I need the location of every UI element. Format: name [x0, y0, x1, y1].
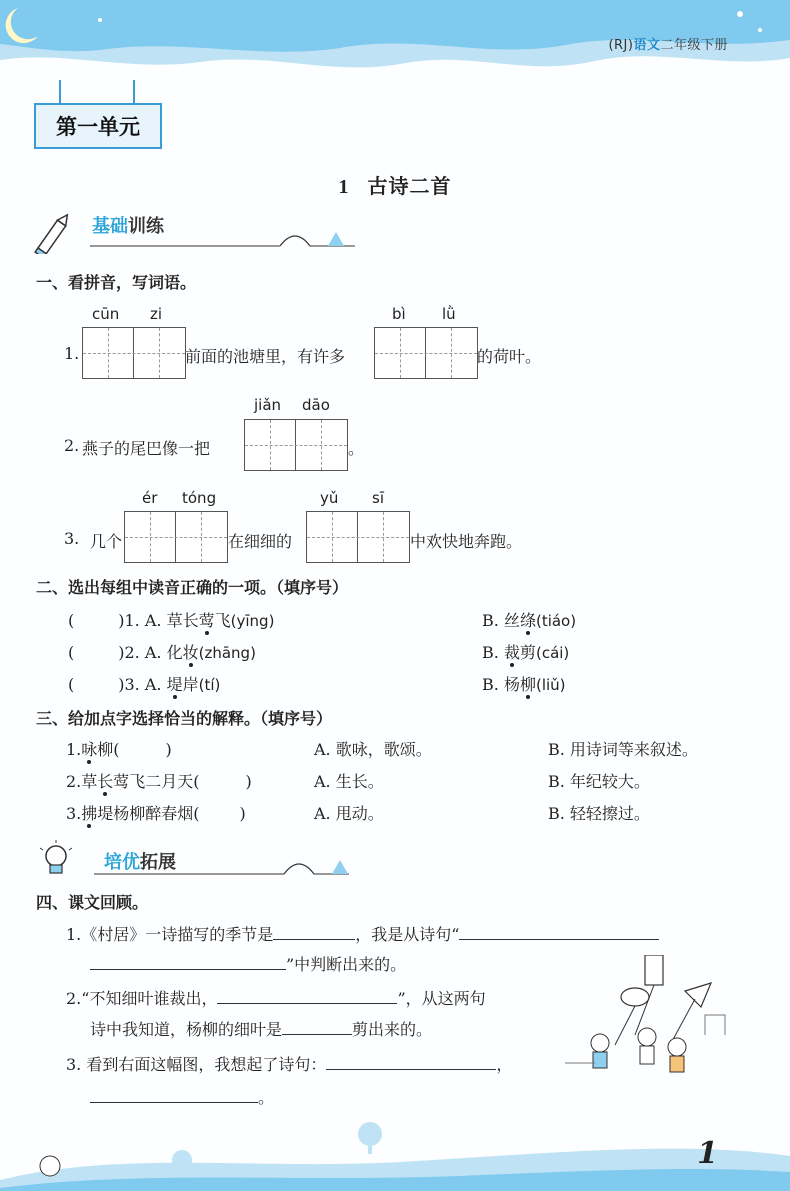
q1-heading: 一、看拼音，写词语。 — [36, 273, 197, 292]
q2-row — [68, 672, 220, 695]
q4-2-text-d: 剪出来的。 — [352, 1020, 433, 1039]
section-banner-extend — [34, 838, 364, 872]
q2-heading: 二、选出每组中读音正确的一项。（填序号） — [36, 578, 349, 597]
q3-2-pre: 草 — [81, 772, 98, 791]
q2-3-open-paren: ( — [68, 675, 75, 694]
section-basic-highlight: 基础 — [92, 216, 128, 237]
q2-1-answer-blank[interactable] — [74, 610, 118, 626]
q2-2-num: 2. — [124, 643, 140, 662]
kids-flying-kites-illustration — [565, 955, 740, 1080]
q4-3-poem-blank-a[interactable] — [326, 1053, 496, 1070]
q3-1-num: 1. — [66, 740, 82, 759]
q3-3-stem — [66, 801, 246, 824]
q3-1-stem — [66, 737, 172, 760]
pencil-icon — [30, 208, 360, 254]
q1-2-num: 2. — [64, 436, 80, 455]
q1-3-end-text: 中欢快地奔跑。 — [410, 532, 523, 551]
unit-title: 第一单元 — [34, 103, 162, 149]
footer-decoration — [0, 1110, 790, 1191]
q2-1-option-b — [482, 608, 576, 631]
q2-1-a-pre: 草长 — [166, 611, 199, 630]
q2-1-a-label: A. — [144, 611, 162, 630]
q3-3-stem-text: 堤杨柳醉春烟( — [97, 804, 200, 823]
q3-heading: 三、给加点字选择恰当的解释。（填序号） — [36, 709, 333, 728]
q3-2-answer-blank[interactable] — [200, 771, 246, 787]
q1-1-pinyin-3: bì — [392, 305, 406, 323]
edition-label: (RJ) — [608, 38, 634, 53]
q1-2-pinyin-2: dāo — [302, 396, 330, 414]
q2-2-open-paren: ( — [68, 643, 75, 662]
q2-2-b-dotted-char: 裁 — [503, 643, 520, 662]
q1-1-pinyin-2: zi — [150, 305, 163, 323]
q2-1-a-dotted-char: 莺 — [198, 611, 215, 630]
q1-1-end-text: 的荷叶。 — [477, 347, 542, 366]
q3-3-close-paren: ) — [239, 804, 246, 823]
q4-2-text-a: 2.“不知细叶谁裁出， — [66, 989, 218, 1008]
q4-1-poem-blank-a[interactable] — [459, 923, 659, 940]
q2-1-a-post: 飞 — [214, 611, 231, 630]
q3-3-num: 3. — [66, 804, 82, 823]
q3-1-dotted-char: 咏 — [81, 740, 98, 759]
q3-2-option-b: B. 年纪较大。 — [548, 772, 650, 791]
q1-1-pinyin-4: lǜ — [442, 305, 456, 323]
q1-3-pinyin-3: yǔ — [320, 489, 339, 507]
q1-3-answer-grid-1[interactable] — [124, 511, 228, 563]
q2-2-a-pinyin: (zhāng) — [198, 644, 256, 662]
q2-3-a-dotted-char: 堤 — [166, 675, 183, 694]
q2-3-a-post: 岸 — [182, 675, 199, 694]
q2-3-b-pinyin: (liǔ) — [535, 676, 566, 694]
section-extend-highlight: 培优 — [104, 852, 140, 873]
q1-1-mid-text: 前面的池塘里，有许多 — [185, 347, 346, 366]
q2-3-b-pre: 杨 — [503, 675, 520, 694]
lesson-number: 1 — [338, 176, 350, 198]
q4-3-text-a: 3. 看到右面这幅图，我想起了诗句： — [66, 1055, 327, 1074]
q2-1-close-paren: ) — [118, 611, 125, 630]
q4-1-line1 — [66, 922, 659, 945]
q2-row — [68, 608, 274, 631]
q4-2-line2 — [90, 1017, 432, 1040]
lesson-name: 古诗二首 — [367, 174, 452, 198]
q3-2-dotted-char: 长 — [97, 772, 114, 791]
q3-3-option-a: A. 甩动。 — [314, 804, 384, 823]
q2-1-b-dotted-char: 绦 — [519, 611, 536, 630]
q2-2-b-pinyin: (cái) — [535, 644, 570, 662]
q3-2-stem-text: 莺飞二月天( — [113, 772, 200, 791]
q3-2-option-a: A. 生长。 — [314, 772, 384, 791]
q3-2-stem — [66, 769, 252, 792]
q2-1-b-label: B. — [482, 611, 499, 630]
q4-3-text-c: 。 — [258, 1088, 275, 1107]
q2-3-a-label: A. — [144, 675, 162, 694]
q1-2-end-text: 。 — [348, 439, 365, 458]
q4-1-season-blank[interactable] — [273, 923, 355, 940]
q4-3-line2 — [90, 1085, 274, 1108]
q4-1-text-a: 1.《村居》一诗描写的季节是 — [66, 925, 274, 944]
q2-1-b-pinyin: (tiáo) — [535, 612, 577, 630]
lightbulb-icon — [34, 838, 364, 884]
q1-1-answer-grid-1[interactable] — [82, 327, 186, 379]
q2-2-b-post: 剪 — [519, 643, 536, 662]
page-number: 1 — [697, 1136, 718, 1171]
q1-3-pinyin-4: sī — [372, 489, 384, 507]
q3-2-close-paren: ) — [245, 772, 252, 791]
q3-1-option-a: A. 歌咏，歌颂。 — [314, 740, 432, 759]
q3-1-answer-blank[interactable] — [120, 739, 166, 755]
q4-1-text-b: ，我是从诗句“ — [355, 925, 460, 944]
section-banner-basic — [30, 208, 360, 242]
q3-3-dotted-char: 拂 — [81, 804, 98, 823]
q1-1-answer-grid-2[interactable] — [374, 327, 478, 379]
q4-3-line1 — [66, 1052, 512, 1075]
q3-1-close-paren: ) — [165, 740, 172, 759]
q2-3-b-label: B. — [482, 675, 499, 694]
q2-1-open-paren: ( — [68, 611, 75, 630]
q2-row — [68, 640, 256, 663]
q4-2-text-c: 诗中我知道，杨柳的细叶是 — [90, 1020, 283, 1039]
q1-3-mid-text: 在细细的 — [228, 532, 293, 551]
q1-2-pre-text: 燕子的尾巴像一把 — [82, 439, 211, 458]
q4-2-poem-blank[interactable] — [217, 987, 397, 1004]
q3-1-option-b: B. 用诗词等来叙述。 — [548, 740, 698, 759]
q2-1-b-pre: 丝 — [503, 611, 520, 630]
q2-2-option-b — [482, 640, 569, 663]
q4-2-line1 — [66, 986, 486, 1009]
q2-2-a-pre: 化 — [166, 643, 183, 662]
q1-3-answer-grid-2[interactable] — [306, 511, 410, 563]
q2-2-b-label: B. — [482, 643, 499, 662]
q2-3-a-pinyin: (tí) — [198, 676, 221, 694]
q1-3-num: 3. — [64, 529, 80, 548]
q4-1-text-c: ”中判断出来的。 — [286, 955, 407, 974]
q1-3-pinyin-1: ér — [142, 489, 158, 507]
q2-3-option-b — [482, 672, 566, 695]
q1-2-pinyin-1: jiǎn — [254, 396, 282, 414]
q1-1-num: 1. — [64, 344, 80, 363]
q2-3-answer-blank[interactable] — [74, 674, 118, 690]
section-extend-rest: 拓展 — [140, 852, 176, 873]
q2-1-a-pinyin: (yīng) — [230, 612, 275, 630]
q2-3-close-paren: ) — [118, 675, 125, 694]
book-header — [608, 34, 728, 53]
q1-3-pre-text: 几个 — [90, 532, 123, 551]
q2-3-b-dotted-char: 柳 — [519, 675, 536, 694]
section-basic-rest: 训练 — [128, 216, 164, 237]
grade-label: 二年级下册 — [660, 38, 728, 53]
lesson-title — [0, 170, 790, 199]
q4-2-text-b: ”，从这两句 — [397, 989, 486, 1008]
q1-1-pinyin-1: cūn — [92, 305, 120, 323]
q1-3-pinyin-2: tóng — [182, 489, 217, 507]
q3-3-option-b: B. 轻轻擦过。 — [548, 804, 650, 823]
q2-3-num: 3. — [124, 675, 140, 694]
q2-2-a-label: A. — [144, 643, 162, 662]
q4-3-text-b: ， — [496, 1055, 513, 1074]
q4-2-answer-blank[interactable] — [282, 1018, 352, 1035]
q4-1-poem-blank-b[interactable] — [90, 953, 286, 970]
q3-1-stem-text: 柳( — [97, 740, 120, 759]
q2-2-a-dotted-char: 妆 — [182, 643, 199, 662]
q1-2-answer-grid[interactable] — [244, 419, 348, 471]
q4-3-poem-blank-b[interactable] — [90, 1086, 258, 1103]
q3-3-answer-blank[interactable] — [200, 803, 240, 819]
q2-1-num: 1. — [124, 611, 140, 630]
q3-2-num: 2. — [66, 772, 82, 791]
q4-heading: 四、课文回顾。 — [36, 893, 149, 912]
q4-1-line2 — [90, 952, 406, 975]
subject-label: 语文 — [633, 38, 661, 53]
q2-2-close-paren: ) — [118, 643, 125, 662]
q2-2-answer-blank[interactable] — [74, 642, 118, 658]
